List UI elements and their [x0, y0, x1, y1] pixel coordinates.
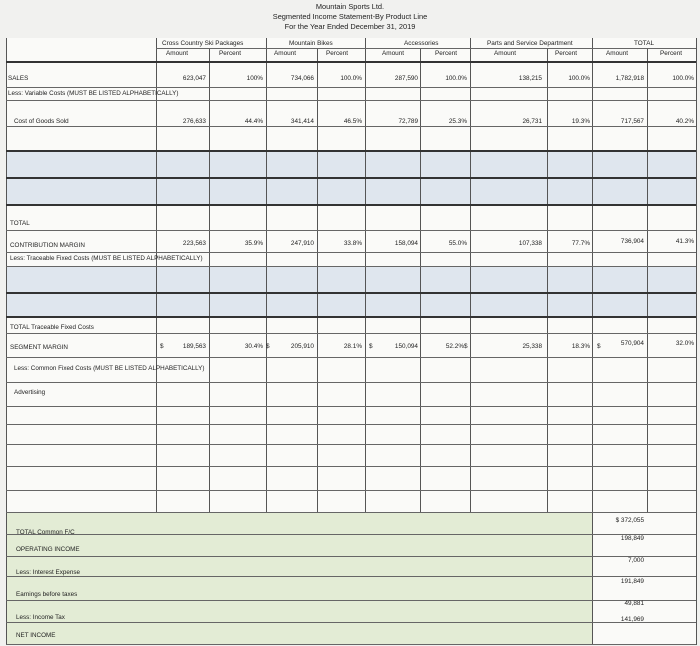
sm-total-amount[interactable]: 570,904 [620, 340, 644, 347]
sales-total-percent[interactable]: 100.0% [672, 75, 694, 82]
sales-label: SALES [8, 75, 29, 82]
income-tax-label: Less: Income Tax [16, 614, 65, 621]
segment-header-ski: Cross Country Ski Packages [162, 40, 244, 47]
segment-header-total: TOTAL [634, 40, 655, 47]
percent-header: Percent [326, 50, 349, 57]
cm-accessories-amount[interactable]: 158,094 [394, 240, 418, 247]
sales-ski-percent[interactable]: 100% [246, 75, 263, 82]
contribution-margin-label: CONTRIBUTION MARGIN [10, 242, 85, 249]
operating-income-label: OPERATING INCOME [16, 546, 80, 553]
income-tax-value[interactable]: 49,881 [624, 600, 644, 607]
sm-parts-percent[interactable]: 18.3% [571, 343, 590, 350]
sales-parts-percent[interactable]: 100.0% [568, 75, 590, 82]
sm-ski-percent[interactable]: 30.4% [244, 343, 263, 350]
sm-bikes-percent[interactable]: 28.1% [343, 343, 362, 350]
amount-header: Amount [382, 50, 405, 57]
percent-header: Percent [435, 50, 458, 57]
total-traceable-label: TOTAL Traceable Fixed Costs [10, 324, 94, 331]
statement-period: For the Year Ended December 31, 2019 [284, 22, 416, 31]
cm-total-percent[interactable]: 41.3% [675, 238, 694, 245]
operating-income-value[interactable]: 198,849 [620, 535, 644, 542]
ebt-value[interactable]: 191,849 [620, 578, 644, 585]
sm-ski-dollar: $ [160, 343, 164, 350]
cm-parts-percent[interactable]: 77.7% [571, 240, 590, 247]
sm-bikes-amount[interactable]: 205,910 [290, 343, 314, 350]
less-variable-costs-label: Less: Variable Costs (MUST BE LISTED ALPHABETICALLY) [8, 90, 179, 97]
cm-parts-amount[interactable]: 107,338 [518, 240, 542, 247]
total-common-value[interactable]: $ 372,055 [615, 517, 644, 524]
sm-ski-amount[interactable]: 189,563 [182, 343, 206, 350]
percent-header: Percent [219, 50, 242, 57]
sm-total-percent[interactable]: 32.0% [675, 340, 694, 347]
sm-parts-amount[interactable]: 25,338 [522, 343, 542, 350]
interest-expense-value[interactable]: 7,000 [628, 557, 644, 564]
sales-accessories-percent[interactable]: 100.0% [445, 75, 467, 82]
cm-total-amount[interactable]: 736,904 [620, 238, 644, 245]
cogs-label: Cost of Goods Sold [14, 118, 69, 125]
ebt-label: Earnings before taxes [16, 591, 78, 598]
cogs-bikes-amount[interactable]: 341,414 [290, 118, 314, 125]
sales-ski-amount[interactable]: 623,047 [182, 75, 206, 82]
less-common-label: Less: Common Fixed Costs (MUST BE LISTED ALPHABETICALLY) [14, 365, 205, 372]
cm-bikes-percent[interactable]: 33.8% [343, 240, 362, 247]
cogs-parts-amount[interactable]: 26,731 [522, 118, 542, 125]
sales-accessories-amount[interactable]: 287,590 [394, 75, 418, 82]
cm-ski-percent[interactable]: 35.9% [244, 240, 263, 247]
cogs-accessories-percent[interactable]: 25.3% [448, 118, 467, 125]
sm-total-dollar: $ [597, 343, 601, 350]
cogs-parts-percent[interactable]: 19.3% [571, 118, 590, 125]
cogs-ski-amount[interactable]: 276,633 [182, 118, 206, 125]
amount-header: Amount [606, 50, 629, 57]
cm-accessories-percent[interactable]: 55.0% [448, 240, 467, 247]
total-variable-label: TOTAL [10, 220, 30, 227]
cogs-total-percent[interactable]: 40.2% [675, 118, 694, 125]
cogs-bikes-percent[interactable]: 46.5% [343, 118, 362, 125]
company-name: Mountain Sports Ltd. [315, 2, 385, 11]
segment-margin-label: SEGMENT MARGIN [10, 344, 68, 351]
amount-header: Amount [274, 50, 297, 57]
sales-bikes-percent[interactable]: 100.0% [340, 75, 362, 82]
advertising-label: Advertising [14, 389, 46, 396]
percent-header: Percent [555, 50, 578, 57]
cm-bikes-amount[interactable]: 247,910 [290, 240, 314, 247]
segment-header-bikes: Mountain Bikes [289, 40, 333, 47]
statement-name: Segmented Income Statement-By Product Line [272, 12, 428, 21]
sm-accessories-dollar: $ [369, 343, 373, 350]
cm-ski-amount[interactable]: 223,563 [182, 240, 206, 247]
net-income-value[interactable]: 141,969 [620, 616, 644, 623]
amount-header: Amount [166, 50, 189, 57]
sm-bikes-dollar: $ [266, 343, 270, 350]
sales-parts-amount[interactable]: 138,215 [518, 75, 542, 82]
percent-header: Percent [660, 50, 683, 57]
cogs-accessories-amount[interactable]: 72,789 [398, 118, 418, 125]
segment-header-accessories: Accessories [404, 40, 439, 47]
sales-total-amount[interactable]: 1,782,918 [615, 75, 644, 82]
sales-bikes-amount[interactable]: 734,066 [290, 75, 314, 82]
amount-header: Amount [494, 50, 517, 57]
cogs-ski-percent[interactable]: 44.4% [244, 118, 263, 125]
net-income-label: NET INCOME [16, 632, 56, 639]
sm-accessories-amount[interactable]: 150,094 [394, 343, 418, 350]
sm-accessories-percent[interactable]: 52.2% [445, 343, 464, 350]
segment-header-parts: Parts and Service Department [487, 40, 573, 47]
cogs-total-amount[interactable]: 717,567 [620, 118, 644, 125]
sm-parts-dollar: $ [464, 343, 468, 350]
less-traceable-label: Less: Traceable Fixed Costs (MUST BE LISTED ALPHABETICALLY) [10, 255, 203, 262]
interest-expense-label: Less: Interest Expense [16, 569, 81, 576]
total-common-label: TOTAL Common F/C [16, 529, 75, 536]
